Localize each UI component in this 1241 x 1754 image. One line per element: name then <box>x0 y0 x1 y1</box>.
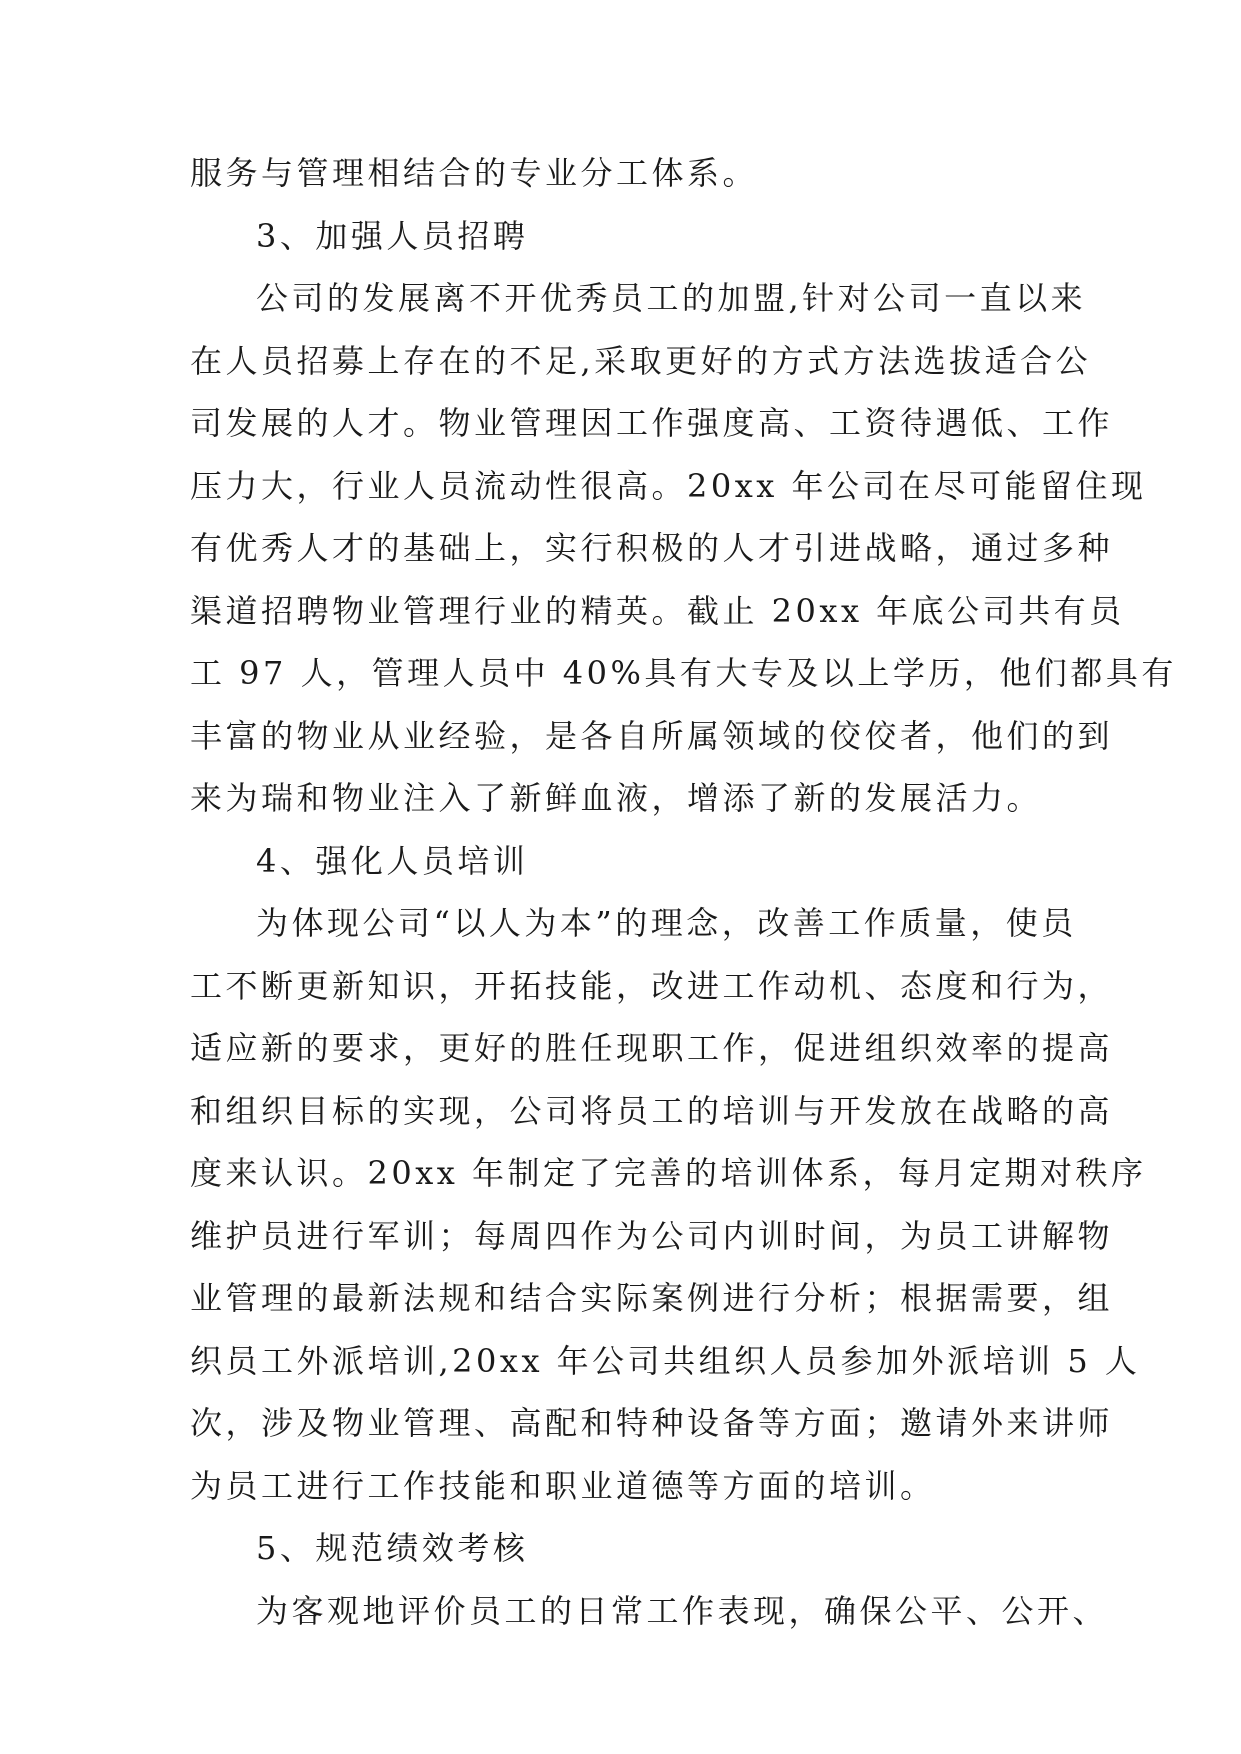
text-line: 为员工进行工作技能和职业道德等方面的培训。 <box>190 1466 936 1505</box>
document-page <box>190 142 1177 1642</box>
text-line: 适应新的要求，更好的胜任现职工作，促进组织效率的提高 <box>190 1029 1114 1067</box>
text-line: 维护员进行军训；每周四作为公司内训时间，为员工讲解物 <box>190 1216 1114 1255</box>
text-line: 工不断更新知识，开拓技能，改进工作动机、态度和行为， <box>190 966 1114 1005</box>
text-line: 工 97 人，管理人员中 40%具有大专及以上学历，他们都具有 <box>190 654 1177 692</box>
text-line: 次，涉及物业管理、高配和特种设备等方面；邀请外来讲师 <box>190 1404 1114 1442</box>
text-line: 丰富的物业从业经验，是各自所属领域的佼佼者，他们的到 <box>190 716 1114 755</box>
text-line: 为客观地评价员工的日常工作表现，确保公平、公开、 <box>256 1591 1109 1630</box>
text-line: 压力大，行业人员流动性很高。20xx 年公司在尽可能留住现 <box>190 466 1147 505</box>
section-heading-4: 4、强化人员培训 <box>256 841 529 880</box>
section-heading-3: 3、加强人员招聘 <box>256 216 529 255</box>
text-line: 织员工外派培训,20xx 年公司共组织人员参加外派培训 5 人 <box>190 1341 1141 1380</box>
text-line: 服务与管理相结合的专业分工体系。 <box>190 154 759 192</box>
text-line: 在人员招募上存在的不足,采取更好的方式方法选拔适合公 <box>190 341 1092 380</box>
text-line: 渠道招聘物业管理行业的精英。截止 20xx 年底公司共有员 <box>190 591 1125 630</box>
text-line: 度来认识。20xx 年制定了完善的培训体系，每月定期对秩序 <box>190 1154 1147 1192</box>
text-line: 业管理的最新法规和结合实际案例进行分析；根据需要，组 <box>190 1279 1114 1317</box>
text-line: 和组织目标的实现，公司将员工的培训与开发放在战略的高 <box>190 1091 1114 1130</box>
text-line: 司发展的人才。物业管理因工作强度高、工资待遇低、工作 <box>190 404 1114 442</box>
text-line: 有优秀人才的基础上，实行积极的人才引进战略，通过多种 <box>190 529 1114 567</box>
section-heading-5: 5、规范绩效考核 <box>256 1529 529 1567</box>
text-line: 来为瑞和物业注入了新鲜血液，增添了新的发展活力。 <box>190 779 1043 817</box>
text-line: 为体现公司“以人为本”的理念，改善工作质量，使员 <box>256 904 1077 942</box>
text-line: 公司的发展离不开优秀员工的加盟,针对公司一直以来 <box>256 279 1087 317</box>
